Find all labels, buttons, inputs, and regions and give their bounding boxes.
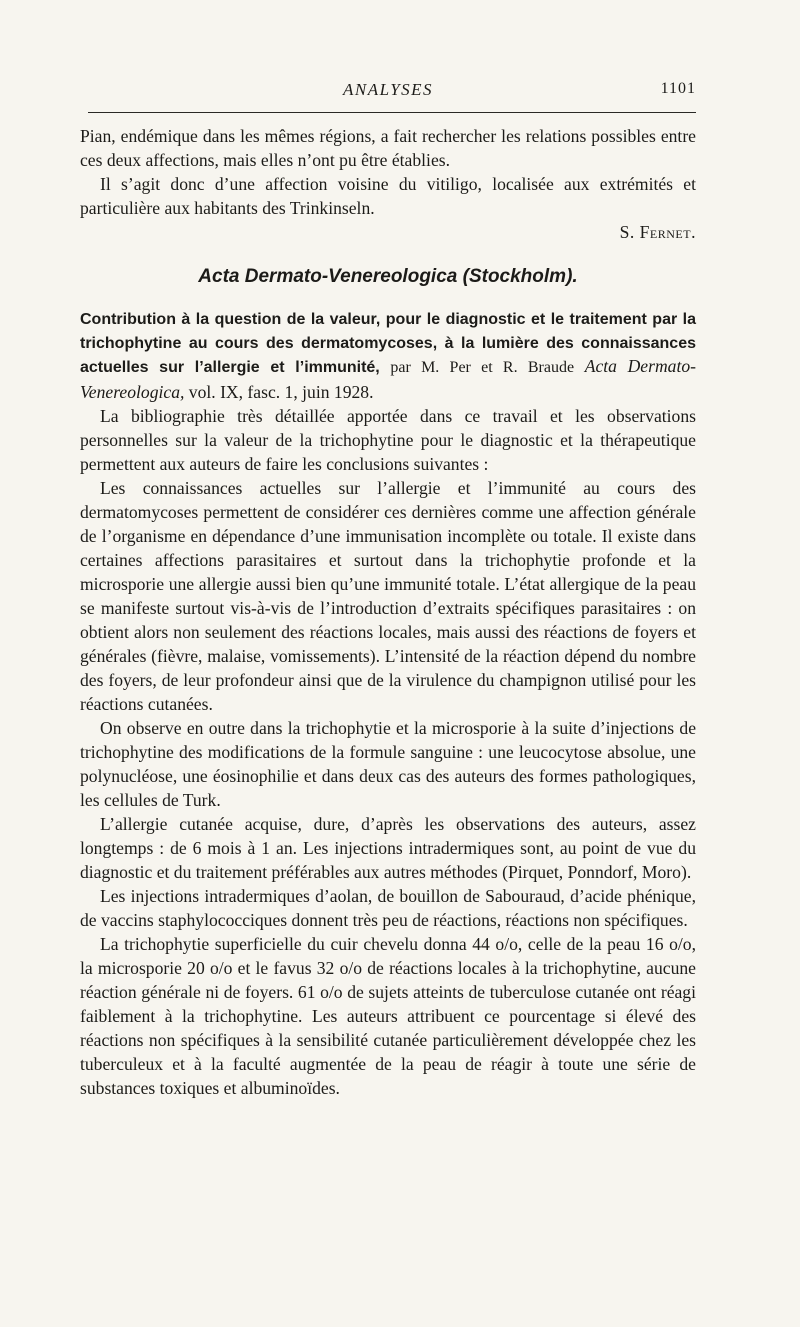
article-paragraph: Les injections intradermiques d’aolan, de bouillon de Sabouraud, d’acide phénique, de vaccins staphylococciques donnent très peu de réactions, réactions non spécifiques.	[80, 886, 696, 930]
article-paragraph: Les connaissances actuelles sur l’allergie et l’immunité au cours des dermatomycoses permettent de considérer ces dernières comme une affection générale de l’organisme en dépendance d’une immunisation incomplète ou totale. Il existe dans certaines affections parasitaires et surtout dans la trichophytie profonde et la microsporie une allergie aussi bien qu’une immunité totale. L’état allergique de la peau se manifeste surtout vis-à-vis de l’introduction d’extraits spécifiques parasitaires : on obtient alors non seulement des réactions locales, mais aussi des réactions de foyers et générales (fièvre, malaise, vomissements). L’intensité de la réaction dépend du nombre des foyers, de leur profondeur ainsi que de la virulence du champignon utilisé pour les réactions cutanées.	[80, 478, 696, 714]
header-rule	[88, 112, 696, 113]
article-paragraph: La trichophytie superficielle du cuir chevelu donna 44 o/o, celle de la peau 16 o/o, la microsporie 20 o/o et le favus 32 o/o de réactions locales à la trichophytine, aucune réaction générale ni de foyers. 61 o/o de sujets atteints de tuberculose cutanée ont réagi faiblement à la trichophytine. Les auteurs attribuent ce pourcentage si élevé des réactions non spécifiques à la sensibilité cutanée particulièrement développée chez les tuberculeux et à la faculté augmentée de la peau de réagir à toute une série de substances toxiques et albuminoïdes.	[80, 934, 696, 1098]
running-title: ANALYSES	[342, 80, 434, 99]
page-body	[80, 124, 696, 1100]
article-paragraph: La bibliographie très détaillée apportée dans ce travail et les observations personnelles sur la valeur de la trichophytine pour le diagnostic et la thérapeutique permettent aux auteurs de faire les conclusions suivantes :	[80, 406, 696, 474]
previous-article-paragraph: Pian, endémique dans les mêmes régions, a fait rechercher les relations possibles entre ces deux affections, mais elles n’ont pu être établies.	[80, 126, 696, 170]
previous-article-paragraph: Il s’agit donc d’une affection voisine du vitiligo, localisée aux extrémités et particulière aux habitants des Trinkinseln.	[80, 174, 696, 218]
article-paragraph: L’allergie cutanée acquise, dure, d’après les observations des auteurs, assez longtemps : de 6 mois à 1 an. Les injections intradermiques sont, au point de vue du diagnostic et du traitement préférables aux autres méthodes (Pirquet, Ponndorf, Moro).	[80, 814, 696, 882]
page-number: 1101	[660, 80, 696, 97]
article-byline: par M. Per et R. Braude	[390, 359, 575, 376]
journal-section-heading: Acta Dermato-Venereologica (Stockholm).	[198, 266, 578, 287]
article-title: Contribution à la question de la valeur, pour le diagnostic et le traitement par la trichophytine au cours des dermatomycoses, à la lumière des connaissances actuelles sur l’allergie et l’immunité,	[80, 311, 696, 376]
reviewer-signature: S. Fernet.	[619, 222, 696, 242]
article-paragraph: On observe en outre dans la trichophytie et la microsporie à la suite d’injections de trichophytine des modifications de la formule sanguine : une leucocytose absolue, une polynucléose, une éosinophilie et dans deux cas des auteurs des formes pathologiques, les cellules de Turk.	[80, 718, 696, 810]
running-head	[80, 80, 696, 104]
article-journal: Acta Dermato-Venereologica,	[80, 356, 696, 402]
article-header	[80, 306, 696, 404]
article-reference: vol. IX, fasc. 1, juin 1928.	[188, 382, 374, 402]
